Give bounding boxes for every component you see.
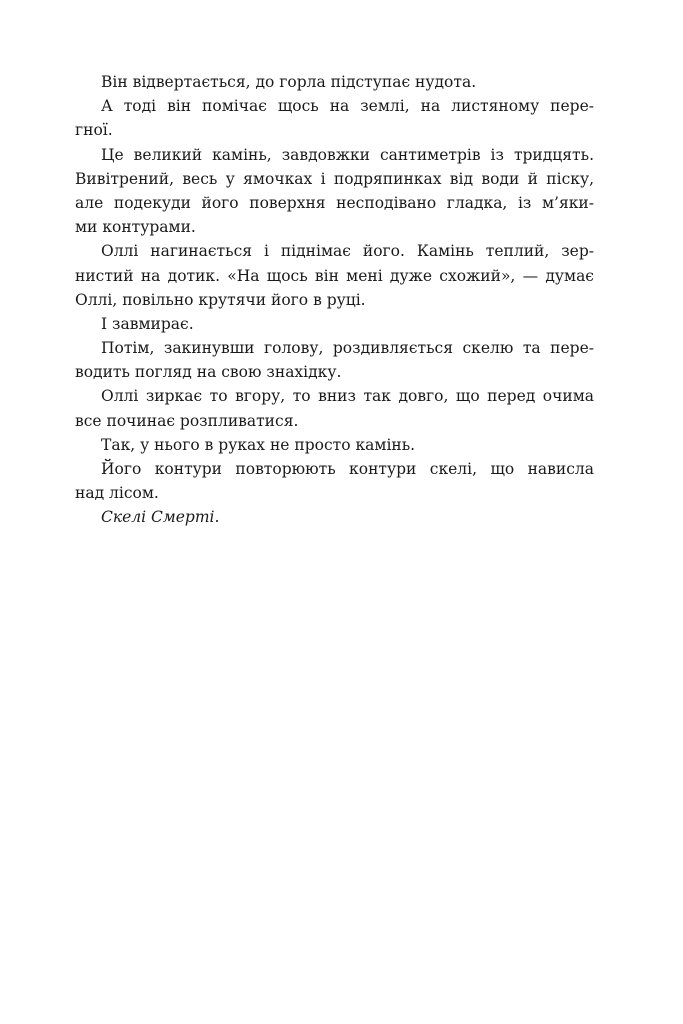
text-line: Його контури повторюють контури скелі, що нависла [101, 460, 594, 478]
text-line: все починає розпливатися. [75, 411, 299, 430]
text-line: Оллі, повільно крутячи його в руці. [75, 290, 366, 309]
text-line: але подекуди його поверхня несподівано гладка, із м’яки- [75, 193, 594, 212]
text-line: нистий на дотик. «На щось він мені дуже схожий», — думає [75, 266, 594, 285]
text-line: над лісом. [75, 484, 159, 503]
text-line: водить погляд на свою знахідку. [75, 363, 342, 382]
text-line: Оллі нагинається і піднімає його. Камінь теплий, зер- [101, 242, 594, 261]
text-line: І завмирає. [101, 314, 194, 333]
text-line: Вивітрений, весь у ямочках і подряпинках від води й піску, [75, 169, 594, 188]
text-line: Потім, закинувши голову, роздивляється скелю та пере- [101, 339, 594, 358]
text-line: гної. [75, 121, 113, 140]
body-text [75, 70, 594, 530]
text-line: Так, у нього в руках не просто камінь. [101, 435, 416, 454]
text-line: А тоді він помічає щось на землі, на листяному пере- [101, 97, 594, 116]
text-line: Оллі зиркає то вгору, то вниз так довго, що перед очима [101, 387, 594, 406]
text-line: ми контурами. [75, 218, 196, 237]
text-line: Скелі Смерті. [101, 508, 220, 527]
text-line: Він відвертається, до горла підступає нудота. [101, 73, 477, 91]
text-line: Це великий камінь, завдовжки сантиметрів із тридцять. [101, 145, 594, 164]
